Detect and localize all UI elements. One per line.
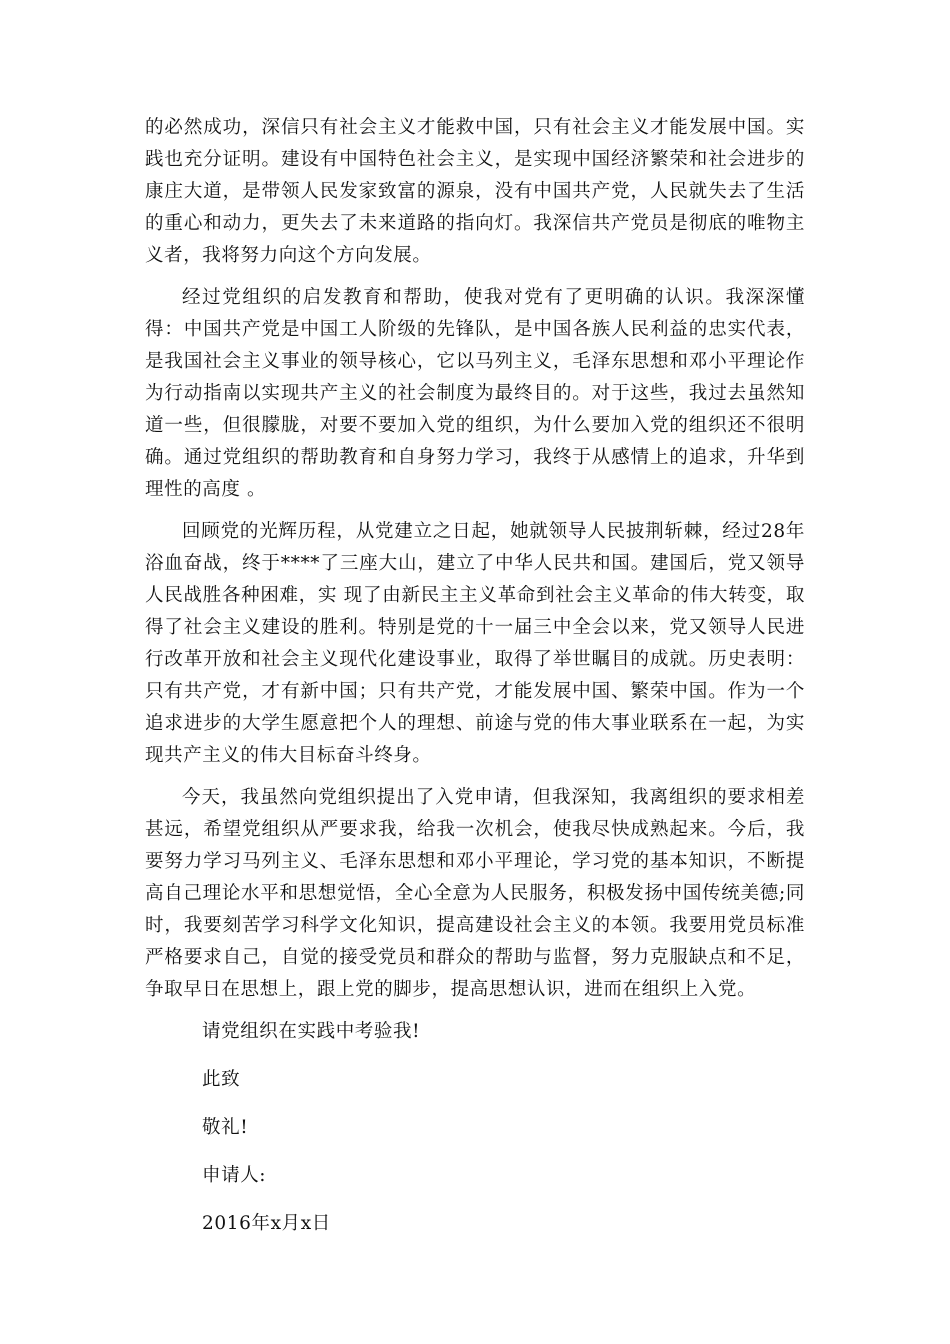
- closing-salutation-2: 敬礼!: [202, 1117, 249, 1138]
- applicant-label: 申请人:: [202, 1165, 267, 1186]
- paragraph-3: 回顾党的光辉历程，从党建立之日起，她就领导人民披荆斩棘，经过28年浴血奋战，终于****了三座大山，建立了中华人民共和国。建国后，党又领导人民战胜各种困难，实 现了由新民主主义革命到社会主义革命的伟大转变，取得了社会主义建设的胜利。特别是党的十一届三中全会以来，党又领导人民进行改革开放和社会主义现代化建设事业，取得了举世瞩目的成就。历史表明：只有共产党，才有新中国；只有共产党，才能发展中国、繁荣中国。作为一个追求进步的大学生愿意把个人的理想、前途与党的伟大事业联系在一起，为实现共产主义的伟大目标奋斗终身。: [145, 521, 805, 766]
- paragraph-4: 今天，我虽然向党组织提出了入党申请，但我深知，我离组织的要求相差甚远，希望党组织从严要求我，给我一次机会，使我尽快成熟起来。今后，我要努力学习马列主义、毛泽东思想和邓小平理论，学习党的基本知识，不断提高自己理论水平和思想觉悟，全心全意为人民服务，积极发扬中国传统美德;同时，我要刻苦学习科学文化知识，提高建设社会主义的本领。我要用党员标准严格要求自己，自觉的接受党员和群众的帮助与监督，努力克服缺点和不足，争取早日在思想上，跟上党的脚步，提高思想认识，进而在组织上入党。: [145, 787, 805, 1000]
- document-body: [145, 112, 805, 1256]
- paragraph-1: 的必然成功，深信只有社会主义才能救中国，只有社会主义才能发展中国。实践也充分证明。建设有中国特色社会主义，是实现中国经济繁荣和社会进步的康庄大道，是带领人民发家致富的源泉，没有中国共产党，人民就失去了生活的重心和动力，更失去了未来道路的指向灯。我深信共产党员是彻底的唯物主义者，我将努力向这个方向发展。: [145, 117, 805, 266]
- document-date: 2016年x月x日: [202, 1213, 331, 1234]
- paragraph-2: 经过党组织的启发教育和帮助，使我对党有了更明确的认识。我深深懂得：中国共产党是中国工人阶级的先锋队，是中国各族人民利益的忠实代表，是我国社会主义事业的领导核心，它以马列主义，毛泽东思想和邓小平理论作为行动指南以实现共产主义的社会制度为最终目的。对于这些，我过去虽然知道一些，但很朦胧，对要不要加入党的组织，为什么要加入党的组织还不很明确。通过党组织的帮助教育和自身努力学习，我终于从感情上的追求，升华到理性的高度 。: [145, 287, 805, 500]
- closing-request: 请党组织在实践中考验我!: [202, 1021, 421, 1042]
- closing-salutation-1: 此致: [202, 1069, 241, 1090]
